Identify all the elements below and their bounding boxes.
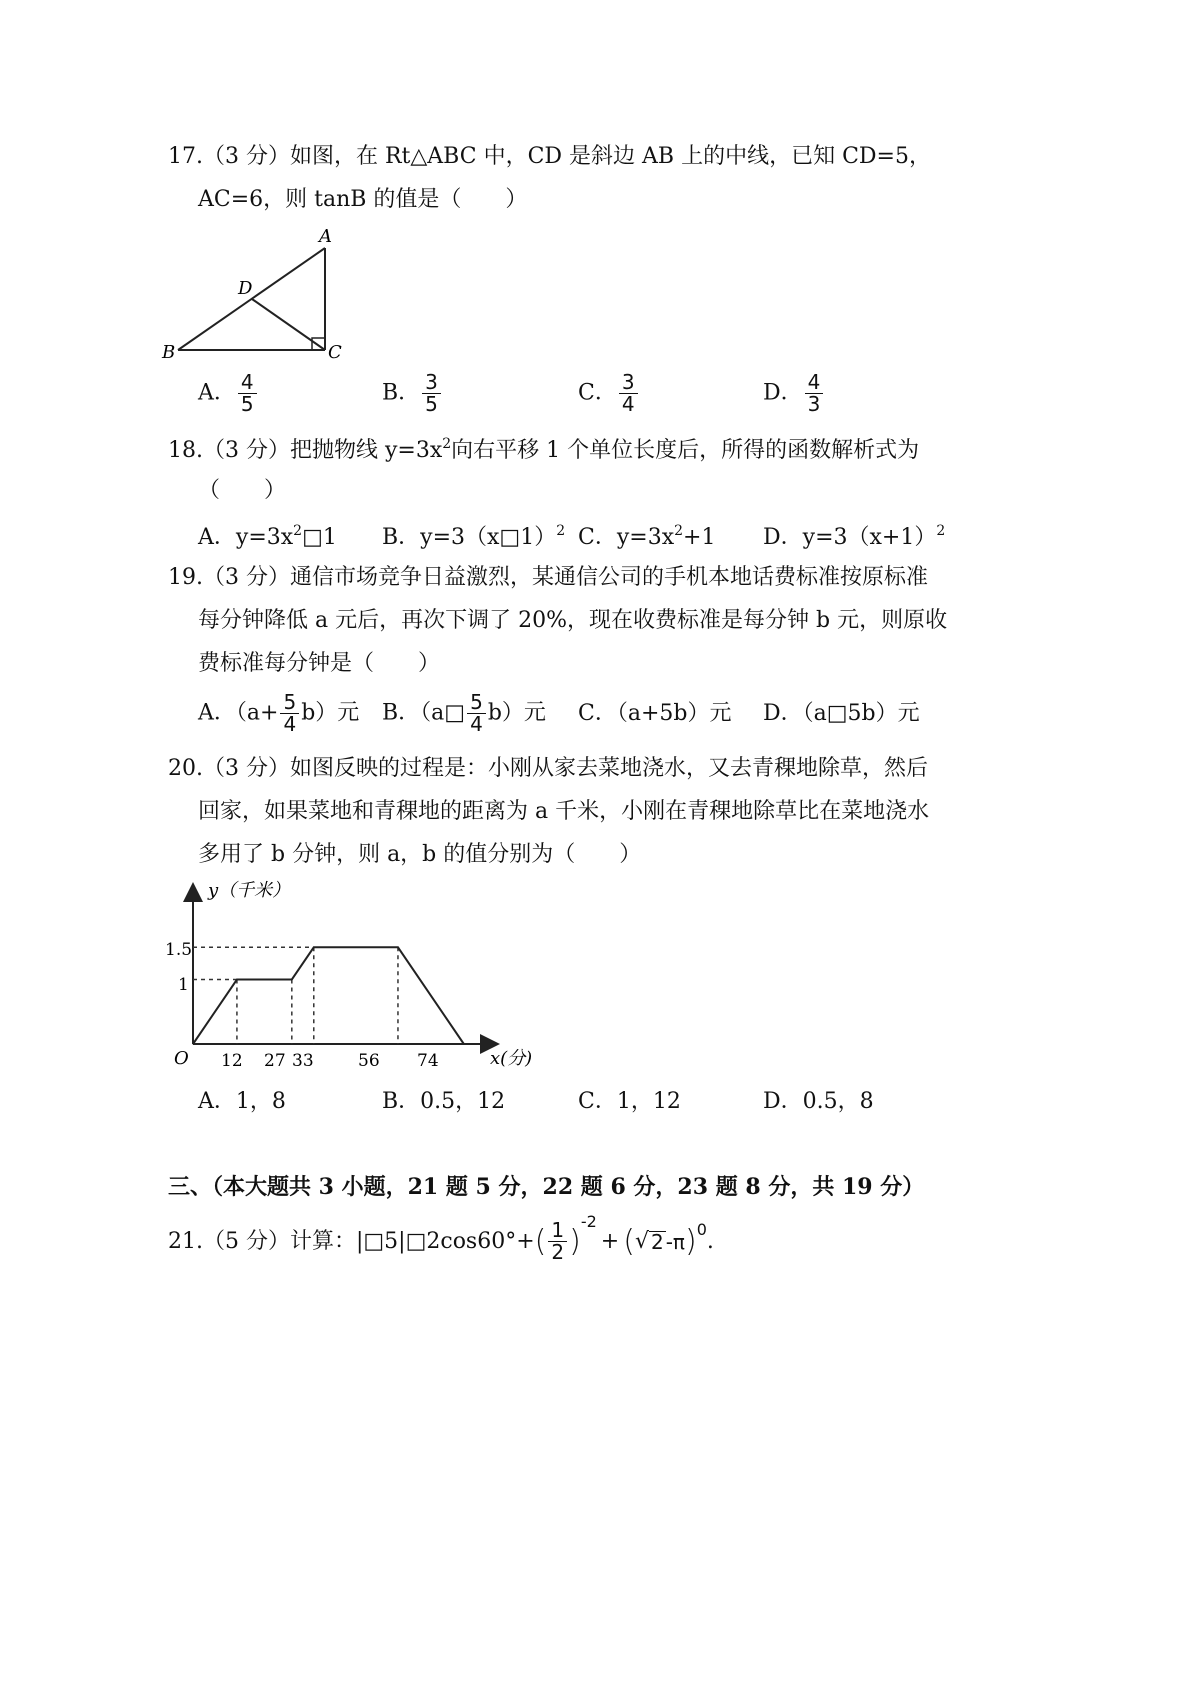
label-b: B — [162, 342, 176, 363]
q18-line1: 18.（3 分）把抛物线 $y=3x^2$向右平移 1 个单位长度后，所得的函数解析式为 — [168, 436, 920, 463]
y-tick-1-5: 1.5 — [165, 940, 193, 960]
q17-option-c[interactable]: C． $\frac{3}{4}$ — [578, 372, 640, 415]
median-cd — [252, 299, 325, 350]
fraction: $\frac{3}{5}$ — [422, 372, 441, 415]
q21-expression: 21.（5 分）计算：|□5|□2cos60°+ ( $\frac{1}{2}$ ) -2 + ( √ 2 -π ) 0 . — [168, 1211, 714, 1264]
q20-option-b[interactable]: B．0.5，12 — [382, 1089, 506, 1114]
q18-option-a[interactable]: A．$y=3x^2□1$ — [198, 523, 337, 550]
data-point — [236, 979, 237, 980]
q19-option-a[interactable]: A．（a+ $\frac{5}{4}$ b）元 — [198, 690, 360, 736]
section-heading: 三、（本大题共 3 小题，21 题 5 分，22 题 6 分，23 题 8 分，共 19 分） — [168, 1174, 925, 1200]
y-tick-1: 1 — [178, 975, 189, 995]
fraction: $\frac{5}{4}$ — [280, 692, 299, 735]
x-tick-33: 33 — [292, 1051, 314, 1071]
data-point — [313, 947, 314, 948]
fraction-one-half: $\frac{1}{2}$ — [548, 1220, 567, 1263]
q19-line2: 每分钟降低 a 元后，再次下调了 20%，现在收费标准是每分钟 b 元，则原收 — [198, 608, 948, 633]
q17-option-a[interactable]: A． $\frac{4}{5}$ — [198, 372, 259, 415]
q18-option-d[interactable]: D．$y=3(x+1)^2$ — [763, 523, 946, 550]
q17-line1: 17.（3 分）如图，在 Rt△ABC 中，CD 是斜边 AB 上的中线，已知 CD=5， — [168, 144, 931, 169]
q18-option-b[interactable]: B．y=3（x□1）$^2$ — [382, 523, 566, 550]
q20-line1: 20.（3 分）如图反映的过程是：小刚从家去菜地浇水，又去青稞地除草，然后 — [168, 756, 928, 781]
label-d: D — [238, 278, 253, 299]
fraction: $\frac{3}{4}$ — [619, 372, 638, 415]
q19-option-d[interactable]: D．（a□5b）元 — [763, 701, 920, 726]
fraction: $\frac{5}{4}$ — [467, 692, 486, 735]
data-point — [291, 979, 292, 980]
q18-option-c[interactable]: C．$y=3x^2+1$ — [578, 523, 716, 550]
q19-line3: 费标准每分钟是（ ） — [198, 651, 441, 676]
x-tick-12: 12 — [221, 1051, 243, 1071]
y-axis-label: y（千米） — [208, 880, 291, 901]
fraction: $\frac{4}{5}$ — [238, 372, 257, 415]
origin-label: O — [174, 1048, 189, 1069]
q20-line2: 回家，如果菜地和青稞地的距离为 a 千米，小刚在青稞地除草比在菜地浇水 — [198, 799, 930, 824]
series-line — [193, 947, 464, 1044]
q20-option-c[interactable]: C．1，12 — [578, 1089, 681, 1114]
label-c: C — [328, 342, 342, 363]
sqrt-icon: √ — [634, 1228, 649, 1254]
data-point — [463, 1044, 464, 1045]
data-point — [193, 1044, 194, 1045]
q20-option-d[interactable]: D．0.5，8 — [763, 1089, 874, 1114]
q20-option-a[interactable]: A．1，8 — [198, 1089, 286, 1114]
x-tick-74: 74 — [417, 1051, 439, 1071]
data-points — [193, 947, 465, 1045]
q19-line1: 19.（3 分）通信市场竞争日益激烈，某通信公司的手机本地话费标准按原标准 — [168, 565, 928, 590]
x-axis-label: x(分) — [490, 1048, 533, 1069]
x-tick-27: 27 — [264, 1051, 286, 1071]
q17-option-d[interactable]: D． $\frac{4}{3}$ — [763, 372, 825, 415]
fraction: $\frac{4}{3}$ — [805, 372, 824, 415]
q17-option-b[interactable]: B． $\frac{3}{5}$ — [382, 372, 443, 415]
q19-option-b[interactable]: B．（a□ $\frac{5}{4}$ b）元 — [382, 690, 546, 736]
q19-option-c[interactable]: C．（a+5b）元 — [578, 701, 732, 726]
q17-line2: AC=6，则 tanB 的值是（ ） — [198, 187, 528, 212]
q20-line3: 多用了 b 分钟，则 a，b 的值分别为（ ） — [198, 842, 642, 867]
dashed-guides — [193, 947, 398, 1044]
label-a: A — [319, 226, 332, 247]
data-point — [397, 947, 398, 948]
q17-triangle-figure — [160, 222, 360, 367]
q18-line2: （ ） — [198, 478, 287, 503]
x-tick-56: 56 — [358, 1051, 380, 1071]
q20-distance-time-graph — [160, 876, 560, 1076]
